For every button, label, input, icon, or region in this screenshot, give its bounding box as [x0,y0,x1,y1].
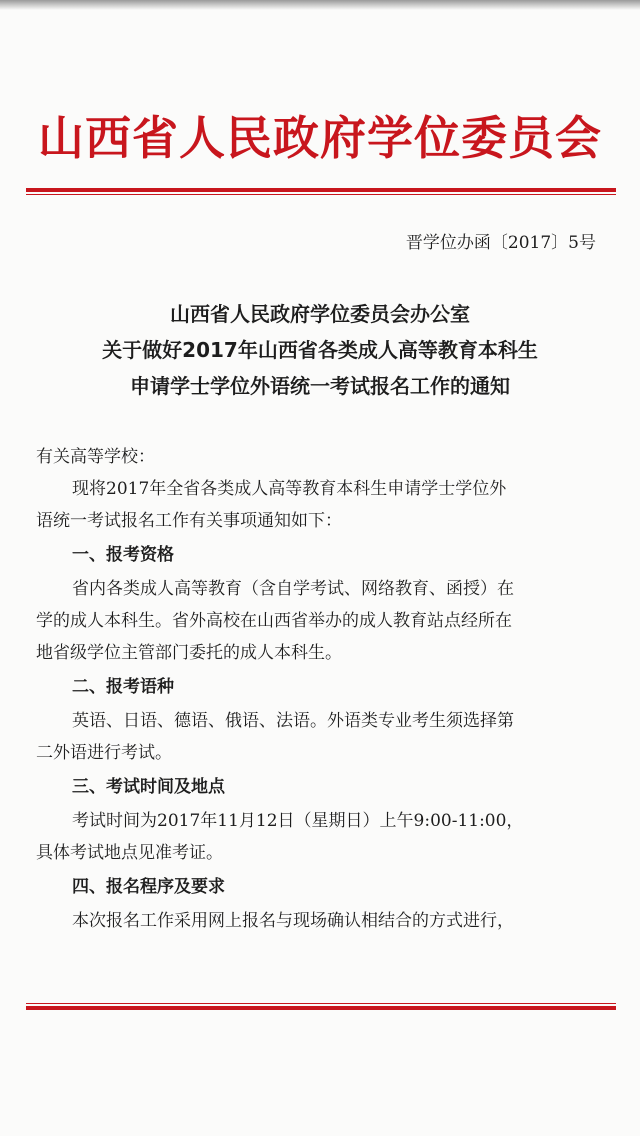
masthead-rule-thin [26,194,616,195]
procedure-line-1: 本次报名工作采用网上报名与现场确认相结合的方式进行， [72,911,514,931]
masthead-rule-thick [26,188,616,192]
footer-rule-thin [26,1003,616,1004]
intro-line-1: 现将2017年全省各类成人高等教育本科生申请学士学位外 [72,479,507,499]
notice-body [36,441,606,937]
section-heading-eligibility: 一、报考资格 [72,545,174,565]
notice-title [0,296,640,404]
title-line-2: 关于做好2017年山西省各类成人高等教育本科生 [102,338,538,362]
top-edge-shadow [0,0,640,10]
intro-line-2: 语统一考试报名工作有关事项通知如下： [36,511,342,531]
section-heading-procedure: 四、报名程序及要求 [72,877,225,897]
section-heading-time-place: 三、考试时间及地点 [72,777,225,797]
section-heading-languages: 二、报考语种 [72,677,174,697]
eligibility-line-3: 地省级学位主管部门委托的成人本科生。 [36,643,342,663]
time-place-line-1: 考试时间为2017年11月12日（星期日）上午9:00-11:00， [72,811,524,831]
issuer-masthead: 山西省人民政府学位委员会 [38,111,602,165]
title-line-1: 山西省人民政府学位委员会办公室 [170,302,470,326]
document-number: 晋学位办函〔2017〕5号 [405,233,596,253]
time-place-line-2: 具体考试地点见准考证。 [36,843,223,863]
salutation: 有关高等学校： [36,447,155,467]
eligibility-line-2: 学的成人本科生。省外高校在山西省举办的成人教育站点经所在 [36,611,512,631]
languages-line-2: 二外语进行考试。 [36,743,172,763]
footer-rule-thick [26,1006,616,1010]
languages-line-1: 英语、日语、德语、俄语、法语。外语类专业考生须选择第 [72,711,514,731]
eligibility-line-1: 省内各类成人高等教育（含自学考试、网络教育、函授）在 [72,579,514,599]
title-line-3: 申请学士学位外语统一考试报名工作的通知 [130,374,510,398]
